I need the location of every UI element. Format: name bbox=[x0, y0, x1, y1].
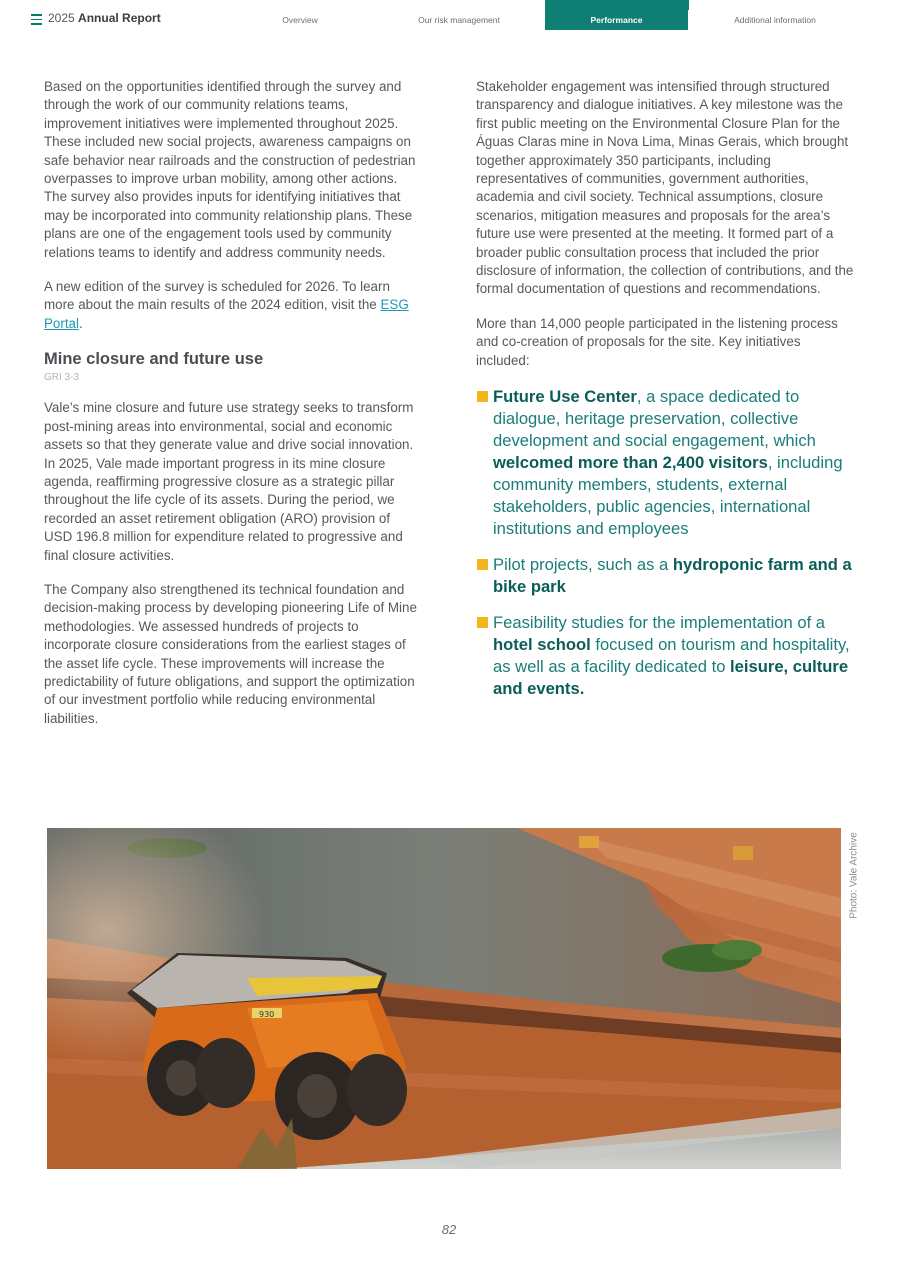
period: . bbox=[78, 315, 83, 331]
survey-edition-text: A new edition of the survey is scheduled for 2026. To learn more about the main results of the 2024 edition, visit the bbox=[44, 279, 390, 313]
bold-text: Future Use Center bbox=[493, 387, 637, 407]
page-number: 82 bbox=[441, 1222, 457, 1237]
left-column bbox=[44, 78, 422, 744]
right-column bbox=[476, 78, 856, 714]
photo-credit bbox=[846, 828, 862, 938]
text: focused on tourism and hospitality, as well as a facility dedicated to bbox=[493, 635, 850, 677]
photo-credit-text: Photo: Vale Archive bbox=[848, 832, 860, 919]
brand-year: 2025 bbox=[48, 11, 75, 25]
gri-reference: GRI 3-3 bbox=[44, 372, 80, 384]
survey-initiatives-paragraph: Based on the opportunities identified through the survey and through the work of our community relations teams, improvement initiatives were implemented throughout 2025. These included new social projects, awareness campaigns on safe behavior near railroads and the construction of pedestrian overpasses to improve urban mobility, among other actions. The survey also provides inputs for identifying initiatives that may be incorporated into community relationship plans. These plans are one of the engagement tools used by community relations teams to identify and address community needs. bbox=[44, 79, 416, 260]
brand-title: Annual Report bbox=[78, 11, 161, 25]
tab-our-risk-management[interactable]: Our risk management bbox=[418, 15, 500, 25]
tab-additional-information[interactable]: Additional information bbox=[734, 15, 816, 25]
bullet-square-icon bbox=[477, 617, 488, 628]
mine-scene-illustration bbox=[47, 828, 841, 1169]
tab-overview[interactable]: Overview bbox=[282, 15, 318, 25]
stakeholder-engagement-paragraph: Stakeholder engagement was intensified through structured transparency and dialogue initiatives. A key milestone was the first public meeting on the Environmental Closure Plan for the Águas Claras mine in Nova Lima, Minas Gerais, which brought together approximately 350 participants, including representatives of communities, government authorities, academia and civil society. Technical assumptions, closure scenarios, mitigation measures and proposals for the area’s future use were presented at the meeting. It formed part of a broader public consultation process that included the prior disclosure of information, the collection of contributions, and the formal documentation of questions and recommendations. bbox=[476, 79, 854, 297]
truck-number-plate: 930 bbox=[259, 1010, 275, 1019]
text: Pilot projects, such as a bbox=[493, 555, 673, 575]
closure-strategy-paragraph: Vale’s mine closure and future use strategy seeks to transform post-mining areas into environmental, social and economic assets so that they generate value and drive social innovation. In 2025, Vale made important progress in its mine closure agenda, reaffirming progressive closure as a strategic pillar throughout the life cycle of its assets. During the period, we recorded an asset retirement obligation (ARO) provision of USD 196.8 million for expenditure related to progressive and final closure activities. bbox=[44, 400, 414, 563]
text: Feasibility studies for the implementation of a bbox=[493, 613, 826, 633]
esg-portal-link[interactable]: ESG Portal bbox=[44, 297, 409, 331]
key-initiatives-list bbox=[476, 386, 856, 700]
bullet-square-icon bbox=[477, 559, 488, 570]
list-item bbox=[476, 612, 856, 700]
text: , a space dedicated to dialogue, heritage preservation, collective development and social engagement, which bbox=[493, 387, 816, 451]
survey-edition-paragraph bbox=[44, 278, 422, 333]
bold-text: welcomed more than 2,400 visitors bbox=[493, 453, 768, 473]
report-brand[interactable] bbox=[48, 11, 161, 25]
bold-text: hotel school bbox=[493, 635, 591, 655]
life-of-mine-paragraph: The Company also strengthened its technical foundation and decision-making process by developing pioneering Life of Mine methodologies. We assessed hundreds of projects to incorporate closure considerations from the earliest stages of the asset life cycle. These improvements will increase the predictability of future obligations, and support the optimization of our investment portfolio while reducing environmental liabilities. bbox=[44, 581, 417, 726]
mining-haul-truck-photo bbox=[47, 828, 841, 1169]
bold-text: leisure, culture and events. bbox=[493, 657, 849, 699]
tab-performance[interactable]: Performance bbox=[545, 0, 688, 30]
list-item bbox=[476, 554, 856, 598]
menu-icon[interactable] bbox=[31, 14, 42, 25]
bullet-square-icon bbox=[477, 391, 488, 402]
listening-process-paragraph: More than 14,000 people participated in the listening process and co-creation of proposals for the site. Key initiatives included: bbox=[476, 315, 838, 368]
list-item bbox=[476, 386, 856, 540]
text: , including community members, students, external stakeholders, public agencies, international institutions and employees bbox=[493, 453, 843, 539]
bold-text: hydroponic farm and a bike park bbox=[493, 555, 852, 597]
section-title: Mine closure and future use bbox=[44, 350, 264, 369]
top-navigation-bar bbox=[0, 0, 898, 40]
